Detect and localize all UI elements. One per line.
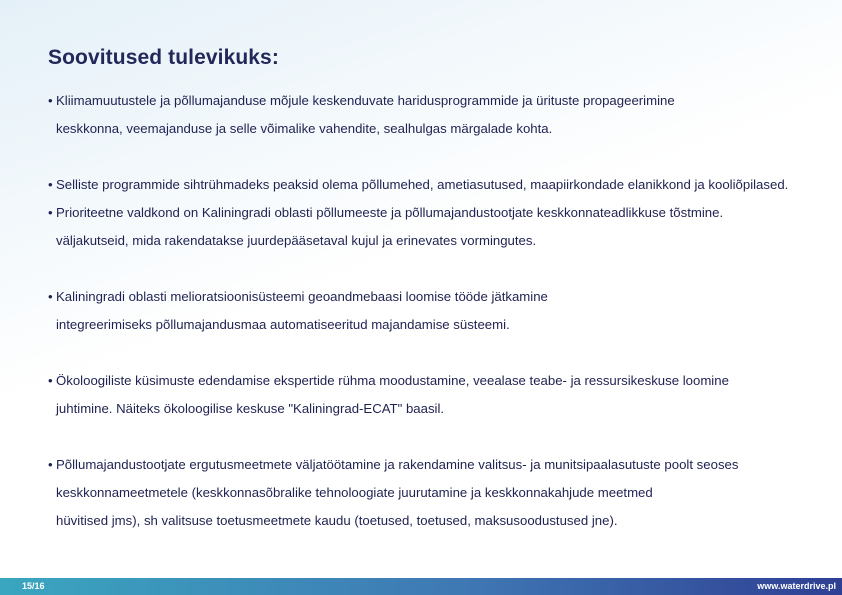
bullet-1-line-1: Kliimamuutustele ja põllumajanduse mõjule keskenduvate haridusprogrammide ja ürituste propageerimine <box>56 93 675 108</box>
bullet-2-line-1: Selliste programmide sihtrühmadeks peaksid olema põllumehed, ametiasutused, maapiirkondade elanikkond ja kooliõpilased. <box>56 177 789 192</box>
bullet-dot: • <box>48 93 53 108</box>
bullet-6-line-2: keskkonnameetmetele (keskkonnasõbralike tehnoloogiate juurutamine ja keskkonnakahjude meetmed <box>56 485 653 500</box>
bullet-dot: • <box>48 177 53 192</box>
bullet-1-line-2: keskkonna, veemajanduse ja selle võimalike vahendite, sealhulgas märgalade kohta. <box>56 121 553 136</box>
slide-title: Soovitused tulevikuks: <box>48 46 279 69</box>
footer-bar <box>0 578 842 595</box>
bullet-4-line-2: integreerimiseks põllumajandusmaa automatiseeritud majandamise süsteemi. <box>56 317 510 332</box>
bullet-5-line-1: Ökoloogiliste küsimuste edendamise ekspertide rühma moodustamine, veealase teabe- ja ressursikeskuse loomine <box>56 373 729 388</box>
bullet-6-line-3: hüvitised jms), sh valitsuse toetusmeetmete kaudu (toetused, toetused, maksusoodustused jne). <box>56 513 618 528</box>
bullet-6-line-1: Põllumajandustootjate ergutusmeetmete väljatöötamine ja rakendamine valitsus- ja munitsipaalasutuste poolt seoses <box>56 457 739 472</box>
bullet-5-line-2: juhtimine. Näiteks ökoloogilise keskuse "Kaliningrad-ECAT" baasil. <box>56 401 445 416</box>
bullet-dot: • <box>48 289 53 304</box>
website-link[interactable]: www.waterdrive.pl <box>757 581 836 591</box>
bullet-dot: • <box>48 205 53 220</box>
bullet-dot: • <box>48 457 53 472</box>
bullet-3-line-2: väljakutseid, mida rakendatakse juurdepääsetaval kujul ja erinevates vormingutes. <box>56 233 537 248</box>
bullet-dot: • <box>48 373 53 388</box>
page-number: 15/16 <box>22 581 45 591</box>
bullet-3-line-1: Prioriteetne valdkond on Kaliningradi oblasti põllumeeste ja põllumajandustootjate keskkonnateadlikkuse tõstmine. <box>56 205 724 220</box>
bullet-4-line-1: Kaliningradi oblasti melioratsioonisüsteemi geoandmebaasi loomise tööde jätkamine <box>56 289 548 304</box>
